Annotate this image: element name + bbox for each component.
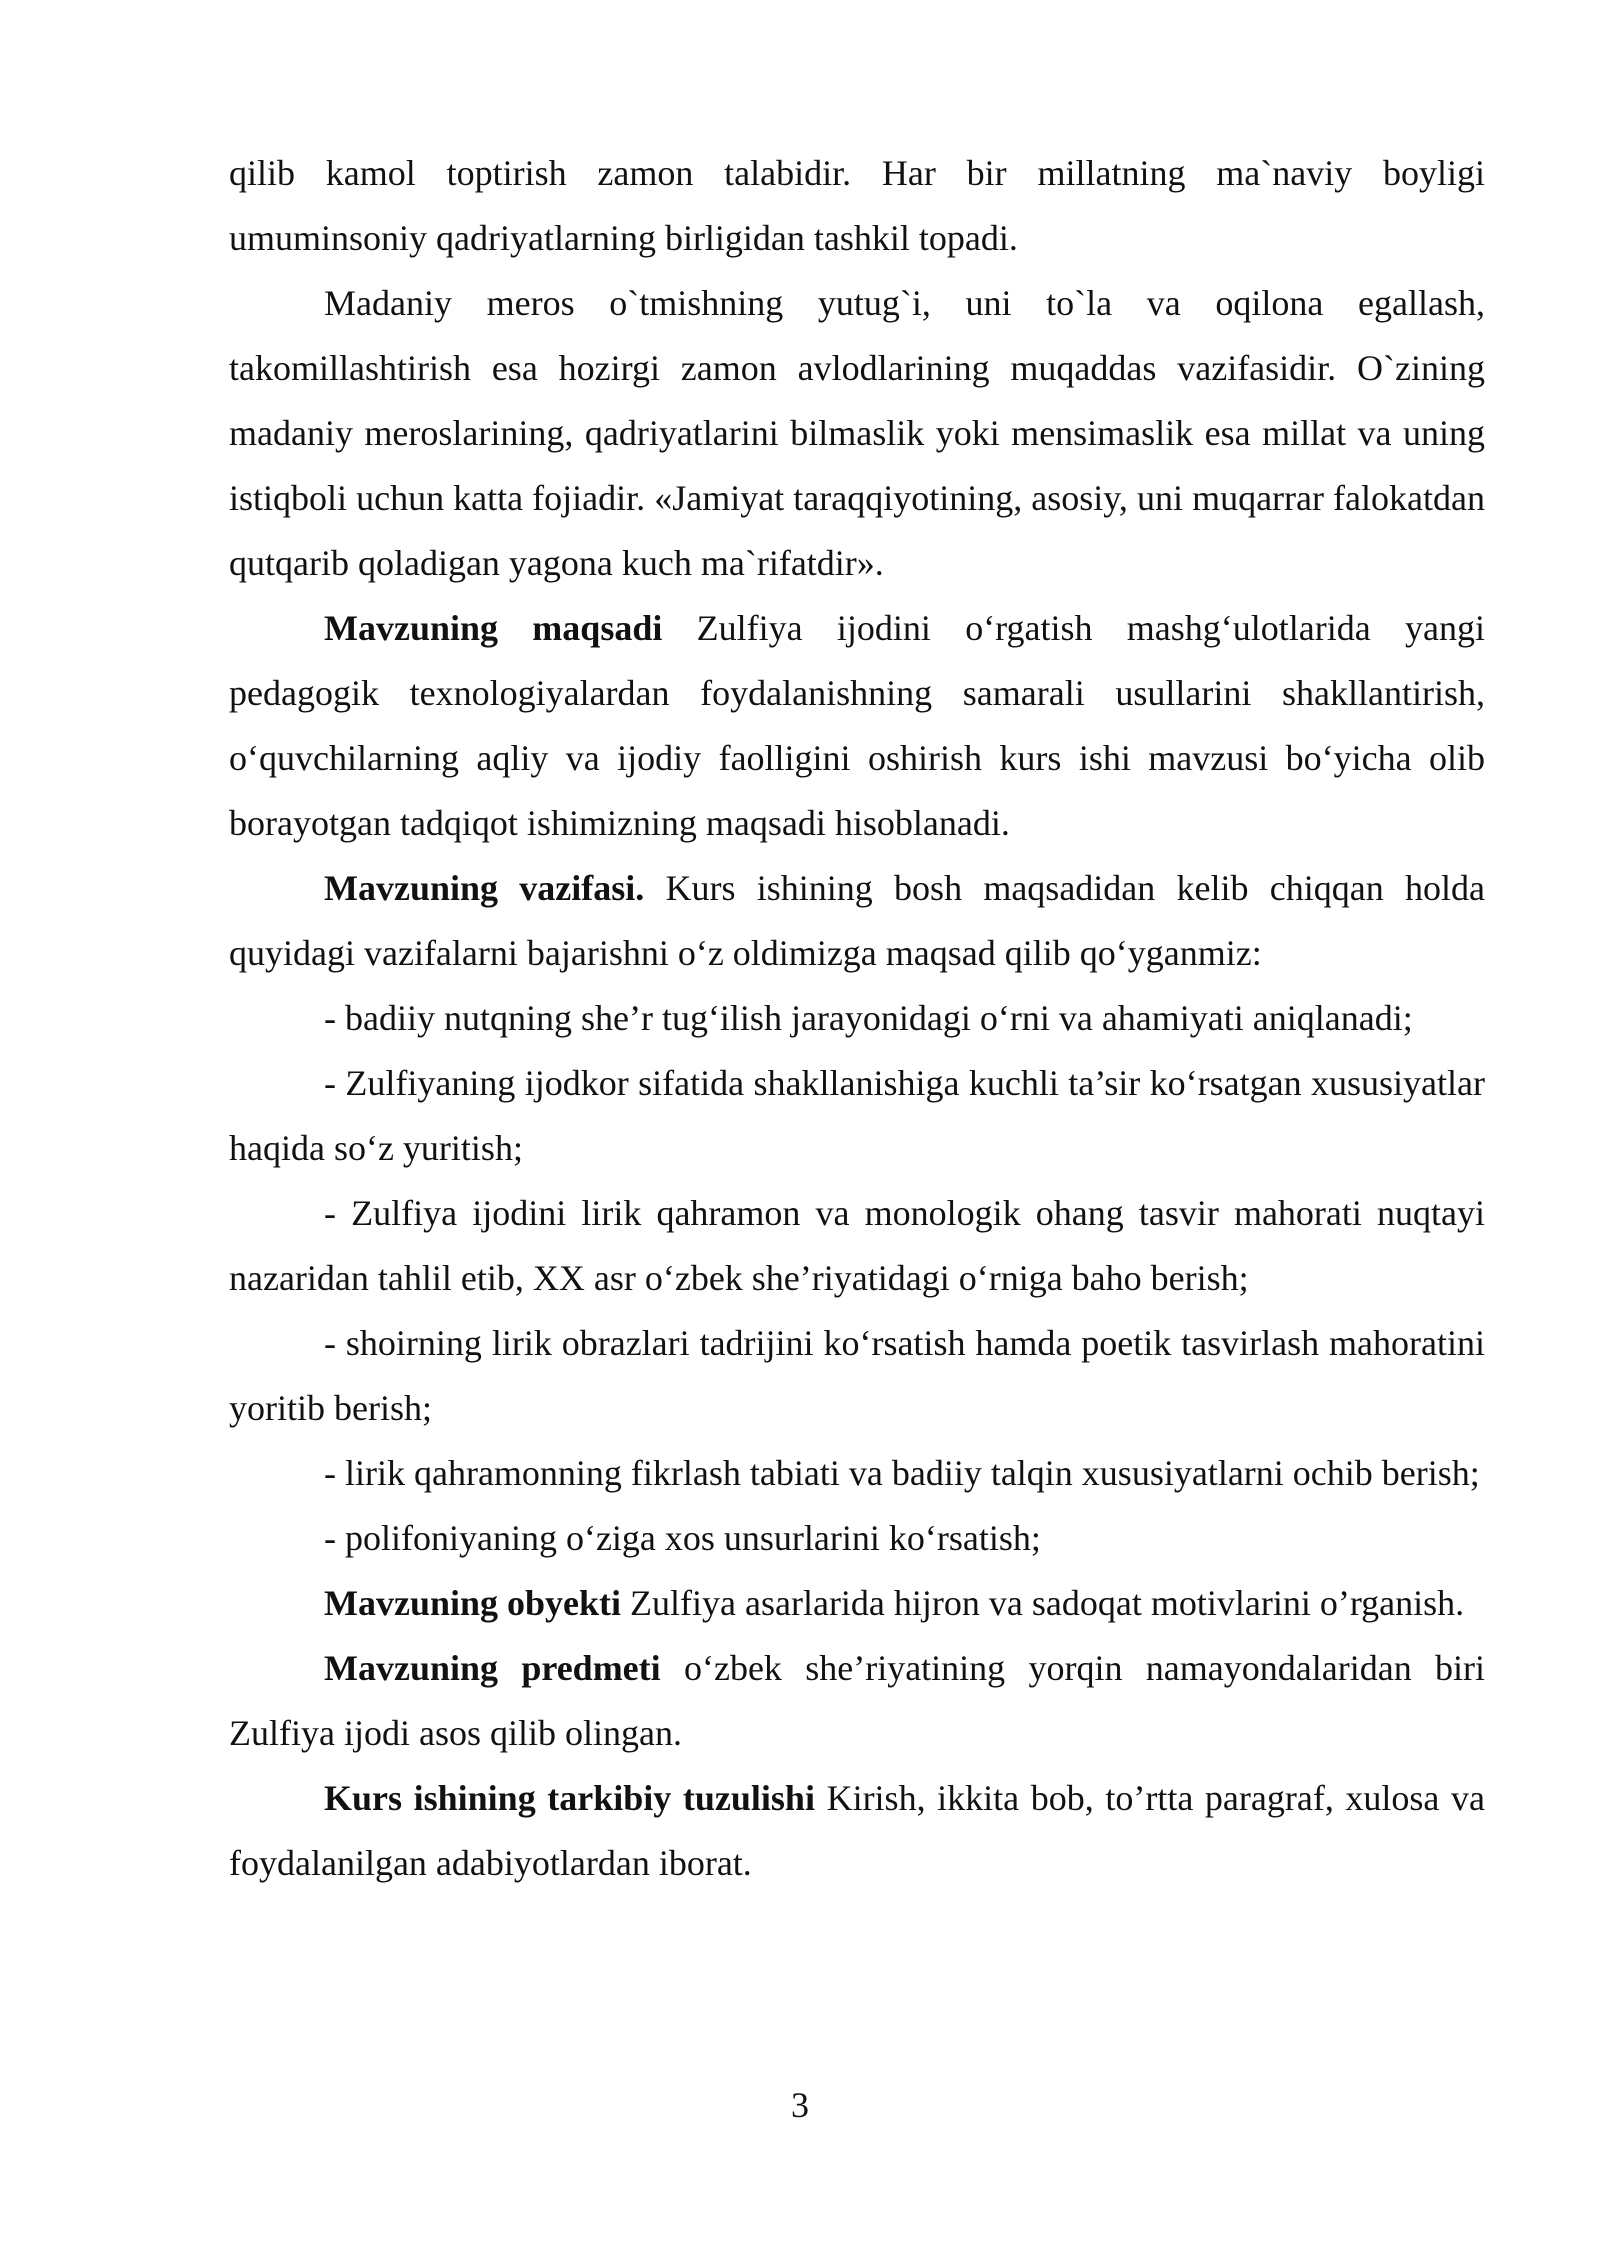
task-item [229, 1441, 1485, 1506]
paragraph-text: Kirish, ikkita bob, to’rtta paragraf, xulosa va foydalanilgan adabiyotlardan iborat. [229, 1778, 1485, 1883]
paragraph [229, 271, 1485, 596]
task-item [229, 1311, 1485, 1441]
paragraph-text: - badiiy nutqning she’r tug‘ilish jarayonidagi o‘rni va ahamiyati aniqlanadi; [324, 998, 1413, 1038]
paragraph-text: o‘zbek she’riyatining yorqin namayondalaridan biri Zulfiya ijodi asos qilib olingan. [229, 1648, 1485, 1753]
paragraph-text: Madaniy meros o`tmishning yutug`i, uni to`la va oqilona egallash, takomillashtirish esa hozirgi zamon avlodlarining muqaddas vazifasidir. O`zining madaniy meroslarining, qadriyatlarini bilmaslik yoki mensimaslik esa millat va uning istiqboli uchun katta fojiadir. «Jamiyat taraqqiyotining, asosiy, uni muqarrar falokatdan qutqarib qoladigan yagona kuch ma`rifatdir». [229, 283, 1485, 583]
paragraph-lead: Mavzuning maqsadi [324, 608, 663, 648]
document-page [229, 141, 1485, 1896]
paragraph-text: - polifoniyaning o‘ziga xos unsurlarini ko‘rsatish; [324, 1518, 1041, 1558]
task-item [229, 1051, 1485, 1181]
task-item [229, 986, 1485, 1051]
paragraph-text: Kurs ishining bosh maqsadidan kelib chiqqan holda quyidagi vazifalarni bajarishni o‘z oldimizga maqsad qilib qo‘yganmiz: [229, 868, 1485, 973]
paragraph-subject [229, 1636, 1485, 1766]
page-number: 3 [791, 2085, 809, 2125]
task-item [229, 1506, 1485, 1571]
paragraph-text: - shoirning lirik obrazlari tadrijini ko‘rsatish hamda poetik tasvirlash mahoratini yoritib berish; [229, 1323, 1485, 1428]
paragraph-text: - Zulfiya ijodini lirik qahramon va monologik ohang tasvir mahorati nuqtayi nazaridan tahlil etib, XX asr o‘zbek she’riyatidagi o‘rniga baho berish; [229, 1193, 1485, 1298]
paragraph-text: - Zulfiyaning ijodkor sifatida shakllanishiga kuchli ta’sir ko‘rsatgan xususiyatlar haqida so‘z yuritish; [229, 1063, 1485, 1168]
paragraph-goal [229, 596, 1485, 856]
paragraph-text: - lirik qahramonning fikrlash tabiati va badiiy talqin xususiyatlarni ochib berish; [324, 1453, 1480, 1493]
paragraph-object [229, 1571, 1485, 1636]
task-item [229, 1181, 1485, 1311]
paragraph-text: qilib kamol toptirish zamon talabidir. Har bir millatning ma`naviy boyligi umuminsoniy qadriyatlarning birligidan tashkil topadi. [229, 153, 1485, 258]
paragraph-lead: Kurs ishining tarkibiy tuzulishi [324, 1778, 815, 1818]
paragraph-lead: Mavzuning vazifasi. [324, 868, 645, 908]
paragraph-text: Zulfiya asarlarida hijron va sadoqat motivlarini o’rganish. [621, 1583, 1465, 1623]
paragraph-lead: Mavzuning obyekti [324, 1583, 622, 1623]
paragraph-text: Zulfiya ijodini o‘rgatish mashg‘ulotlarida yangi pedagogik texnologiyalardan foydalanishning samarali usullarini shakllantirish, o‘quvchilarning aqliy va ijodiy faolligini oshirish kurs ishi mavzusi bo‘yicha olib borayotgan tadqiqot ishimizning maqsadi hisoblanadi. [229, 608, 1485, 843]
paragraph-tasks [229, 856, 1485, 986]
paragraph-structure [229, 1766, 1485, 1896]
paragraph-lead: Mavzuning predmeti [324, 1648, 661, 1688]
paragraph [229, 141, 1485, 271]
